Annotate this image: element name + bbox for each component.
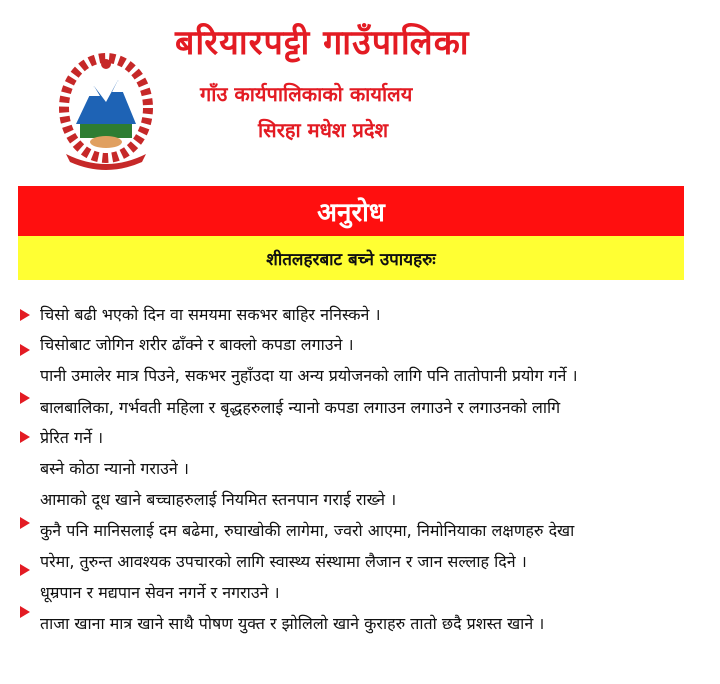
heading-label: शीतलहरबाट बच्ने उपायहरुः xyxy=(266,249,436,270)
list-item: बस्ने कोठा न्यानो गराउने । xyxy=(40,459,189,478)
municipality-title: बरियारपट्टी गाउँपालिका xyxy=(175,23,470,63)
list-item: कुनै पनि मानिसलाई दम बढेमा, रुघाखोकी लागेमा, ज्वरो आएमा, निमोनियाका लक्षणहरु देखा xyxy=(40,521,575,540)
list-item: चिसो बढी भएको दिन वा समयमा सकभर बाहिर ननिस्कने । xyxy=(40,305,381,324)
office-subtitle: गाँउ कार्यपालिकाको कार्यालय xyxy=(200,82,413,106)
bullet-arrow-icon xyxy=(20,564,30,576)
list-item: प्रेरित गर्ने । xyxy=(40,428,104,447)
bullet-arrow-icon xyxy=(20,606,30,618)
list-item: ताजा खाना मात्र खाने साथै पोषण युक्त र झोलिलो खाने कुराहरु तातो छदै प्रशस्त खाने । xyxy=(40,614,545,633)
list-item: चिसोबाट जोगिन शरीर ढाँक्ने र बाक्लो कपडा लगाउने । xyxy=(40,335,354,354)
list-item: आमाको दूध खाने बच्चाहरुलाई नियमित स्तनपान गराई राख्ने । xyxy=(40,490,397,509)
notice-label: अनुरोध xyxy=(317,198,385,228)
bullet-arrow-icon xyxy=(20,309,30,321)
list-item: धूम्रपान र मद्यपान सेवन नगर्ने र नगराउने । xyxy=(40,583,280,602)
bullet-arrow-icon xyxy=(20,517,30,529)
bullet-arrow-icon xyxy=(20,392,30,404)
province-subtitle: सिरहा मधेश प्रदेश xyxy=(258,118,389,142)
list-item: बालबालिका, गर्भवती महिला र बृद्धहरुलाई न्यानो कपडा लगाउन लगाउने र लगाउनको लागि xyxy=(40,398,561,417)
list-item: पानी उमालेर मात्र पिउने, सकभर नुहाँउदा या अन्य प्रयोजनको लागि पनि तातोपानी प्रयोग गर्ने । xyxy=(40,366,578,385)
list-item: परेमा, तुरुन्त आवश्यक उपचारको लागि स्वास्थ्य संस्थामा लैजान र जान सल्लाह दिने । xyxy=(40,552,527,571)
bullet-arrow-icon xyxy=(20,344,30,356)
bullet-arrow-icon xyxy=(20,431,30,443)
